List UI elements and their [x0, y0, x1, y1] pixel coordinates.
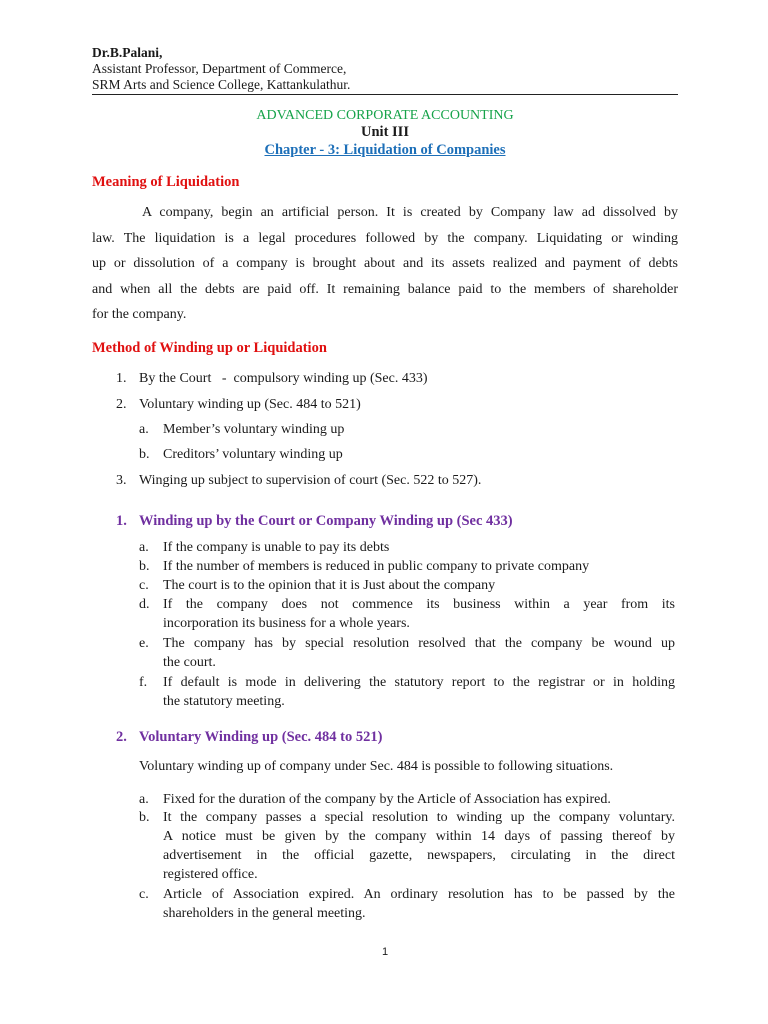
meaning-line: law. The liquidation is a legal procedures followed by the company. Liquidating or winding — [92, 230, 678, 246]
author-college: SRM Arts and Science College, Kattankulathur. — [92, 77, 351, 92]
meaning-line: and when all the debts are paid off. It remaining balance paid to the members of shareholder — [92, 281, 678, 297]
list-item — [163, 885, 675, 923]
list-marker: f. — [139, 675, 148, 690]
list-marker: 1. — [116, 371, 127, 386]
list-marker: b. — [139, 559, 150, 574]
list-item-line: advertisement in the official gazette, newspapers, circulating in the direct — [163, 848, 675, 863]
header-divider — [92, 94, 678, 95]
section1-heading: Winding up by the Court or Company Winding up (Sec 433) — [139, 513, 513, 529]
list-item — [163, 808, 675, 884]
list-item — [163, 634, 675, 672]
list-item-line: registered office. — [163, 867, 258, 882]
list-marker: c. — [139, 887, 149, 902]
list-item: Member’s voluntary winding up — [163, 422, 345, 437]
author-position: Assistant Professor, Department of Commerce, — [92, 61, 347, 76]
meaning-line: up or dissolution of a company is brought about and its assets realized and payment of debts — [92, 256, 678, 272]
list-marker: d. — [139, 597, 150, 612]
list-marker: a. — [139, 540, 149, 555]
list-marker: 3. — [116, 473, 127, 488]
page-number: 1 — [381, 946, 389, 958]
list-item — [163, 595, 675, 633]
list-marker: e. — [139, 636, 149, 651]
list-item: Winging up subject to supervision of court (Sec. 522 to 527). — [139, 473, 482, 488]
list-item-line: If default is mode in delivering the statutory report to the registrar or in holding — [163, 675, 675, 690]
section1-number: 1. — [116, 513, 127, 529]
list-item-line: the statutory meeting. — [163, 694, 285, 709]
methods-heading: Method of Winding up or Liquidation — [92, 340, 327, 356]
list-marker: a. — [139, 792, 149, 807]
meaning-line: for the company. — [92, 307, 187, 323]
author-name: Dr.B.Palani, — [92, 45, 163, 60]
list-item: Fixed for the duration of the company by the Article of Association has expired. — [163, 792, 611, 807]
list-item-line: If the company does not commence its business within a year from its — [163, 597, 675, 612]
list-item-line: incorporation its business for a whole years. — [163, 616, 410, 631]
list-item: If the number of members is reduced in public company to private company — [163, 559, 590, 574]
section2-intro: Voluntary winding up of company under Sec. 484 is possible to following situations. — [139, 759, 614, 774]
list-item-line: the court. — [163, 655, 216, 670]
list-marker: a. — [139, 422, 149, 437]
list-item-line: A notice must be given by the company within 14 days of passing thereof by — [163, 829, 675, 844]
course-title: ADVANCED CORPORATE ACCOUNTING — [256, 108, 514, 123]
list-item-line: shareholders in the general meeting. — [163, 906, 366, 921]
list-marker: 2. — [116, 397, 127, 412]
meaning-paragraph — [92, 200, 678, 328]
unit-title: Unit III — [361, 124, 409, 140]
list-item: Creditors’ voluntary winding up — [163, 447, 343, 462]
list-item-line: Article of Association expired. An ordinary resolution has to be passed by the — [163, 887, 675, 902]
list-marker: c. — [139, 578, 149, 593]
list-marker: b. — [139, 810, 150, 825]
list-item: By the Court - compulsory winding up (Sec. 433) — [139, 371, 428, 386]
list-marker: b. — [139, 447, 150, 462]
meaning-heading: Meaning of Liquidation — [92, 174, 240, 190]
meaning-line: A company, begin an artificial person. It is created by Company law ad dissolved by — [142, 205, 678, 220]
list-item: If the company is unable to pay its debts — [163, 540, 390, 555]
list-item: Voluntary winding up (Sec. 484 to 521) — [139, 397, 361, 412]
list-item: The court is to the opinion that it is Just about the company — [163, 578, 496, 593]
chapter-title: Chapter - 3: Liquidation of Companies — [264, 142, 506, 158]
list-item-line: The company has by special resolution resolved that the company be wound up — [163, 636, 675, 651]
list-item-line: It the company passes a special resolution to winding up the company voluntary. — [163, 810, 675, 825]
section2-heading: Voluntary Winding up (Sec. 484 to 521) — [139, 729, 383, 745]
list-item — [163, 673, 675, 711]
section2-number: 2. — [116, 729, 127, 745]
